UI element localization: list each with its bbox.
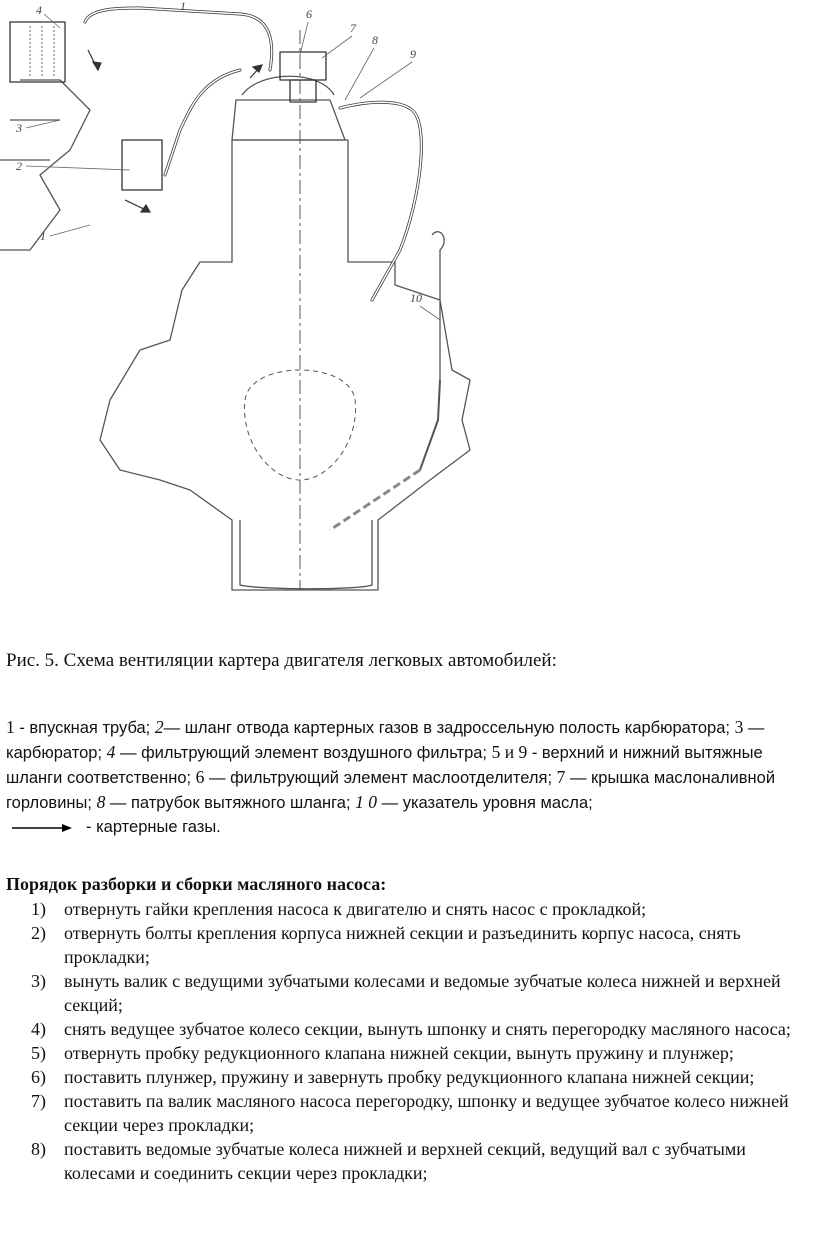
part-label-2: 2: [16, 159, 22, 173]
intake-manifold: [0, 80, 90, 250]
part-label-1-top: 1: [180, 0, 186, 13]
step-number: 1): [31, 899, 46, 919]
section-title: Порядок разборки и сборки масляного насоса:: [6, 874, 387, 894]
legend-num-7: 7: [556, 767, 566, 787]
list-item: [6, 969, 812, 1017]
step-number: 2): [31, 923, 46, 943]
legend-num-4: 4: [106, 742, 116, 762]
figure-legend: [6, 715, 812, 839]
list-item: [6, 1089, 812, 1137]
part-label-7: 7: [350, 21, 356, 35]
step-number: 5): [31, 1043, 46, 1063]
part-label-9: 9: [410, 47, 416, 61]
legend-num-1: 1: [6, 717, 15, 737]
legend-text-8: — патрубок вытяжного шланга;: [105, 794, 356, 812]
part-label-8: 8: [372, 33, 378, 47]
part-label-6: 6: [306, 7, 312, 21]
step-number: 3): [31, 971, 46, 991]
oil-pan: [240, 520, 372, 589]
step-text: снять ведущее зубчатое колесо секции, вынуть шпонку и снять перегородку масляного насоса;: [64, 1019, 791, 1039]
cylinder-head: [232, 100, 345, 140]
list-item: [6, 1065, 812, 1089]
part-label-1: 1: [40, 229, 46, 243]
valve-cover: [242, 76, 334, 95]
list-item: [6, 1017, 812, 1041]
step-text: поставить ведомые зубчатые колеса нижней и верхней секций, ведущий вал с зубчатыми колесами и соединить секции через прокладки;: [64, 1139, 746, 1183]
legend-text-3: — карбюратор;: [6, 719, 765, 762]
step-text: отвернуть пробку редукционного клапана нижней секции, вынуть пружину и плунжер;: [64, 1043, 734, 1063]
legend-num-6: 6: [195, 767, 205, 787]
legend-text-10: — указатель уровня масла;: [377, 794, 593, 812]
part-label-4: 4: [36, 3, 42, 17]
lower-hose: [340, 102, 421, 300]
arrow-icon: [12, 823, 72, 833]
step-number: 8): [31, 1139, 46, 1159]
list-item: [6, 1137, 812, 1185]
air-filter-element: [10, 22, 65, 82]
legend-text-2: — шланг отвода картерных газов в задроссельную полость карбюратора;: [163, 719, 735, 737]
legend-text-1: - впускная труба;: [14, 719, 155, 737]
engine-ventilation-diagram: [0, 0, 816, 600]
pump-procedure-section: [6, 874, 812, 1185]
step-number: 4): [31, 1019, 46, 1039]
step-number: 6): [31, 1067, 46, 1087]
legend-text-7: — крышка маслоналивной горловины;: [6, 769, 776, 812]
oil-dipstick: [432, 232, 444, 380]
step-text: отвернуть болты крепления корпуса нижней секции и разъединить корпус насоса, снять прокладки;: [64, 923, 741, 967]
legend-num-2: 2: [154, 717, 164, 737]
legend-text-5-9: - верхний и нижний вытяжные шланги соответственно;: [6, 744, 763, 787]
step-text: отвернуть гайки крепления насоса к двигателю и снять насос с прокладкой;: [64, 899, 647, 919]
carburetor: [122, 140, 162, 190]
part-label-3: 3: [16, 121, 22, 135]
legend-num-3: 3: [734, 717, 744, 737]
part-label-10: 10: [410, 291, 422, 305]
step-text: поставить па валик масляного насоса перегородку, шпонку и ведущее зубчатое колесо нижней секции через прокладки;: [64, 1091, 789, 1135]
legend-arrow-text: - картерные газы.: [86, 818, 221, 836]
legend-text-4: — фильтрующий элемент воздушного фильтра;: [115, 744, 492, 762]
legend-num-5-9: 5 и 9: [491, 742, 528, 762]
list-item: [6, 1041, 812, 1065]
list-item: [6, 897, 812, 921]
steps-list: [6, 897, 812, 1185]
upper-hose: [85, 8, 272, 70]
step-text: вынуть валик с ведущими зубчатыми колесами и ведомые зубчатые колеса нижней и верхней секций;: [64, 971, 781, 1015]
step-number: 7): [31, 1091, 46, 1111]
step-text: поставить плунжер, пружину и завернуть пробку редукционного клапана нижней секции;: [64, 1067, 755, 1087]
legend-num-10: 1 0: [355, 792, 378, 812]
carburetor-hose: [165, 70, 240, 175]
list-item: [6, 921, 812, 969]
legend-num-8: 8: [96, 792, 106, 812]
legend-text-6: — фильтрующий элемент маслоотделителя;: [204, 769, 557, 787]
figure-caption: Рис. 5. Схема вентиляции картера двигателя легковых автомобилей:: [6, 650, 557, 671]
